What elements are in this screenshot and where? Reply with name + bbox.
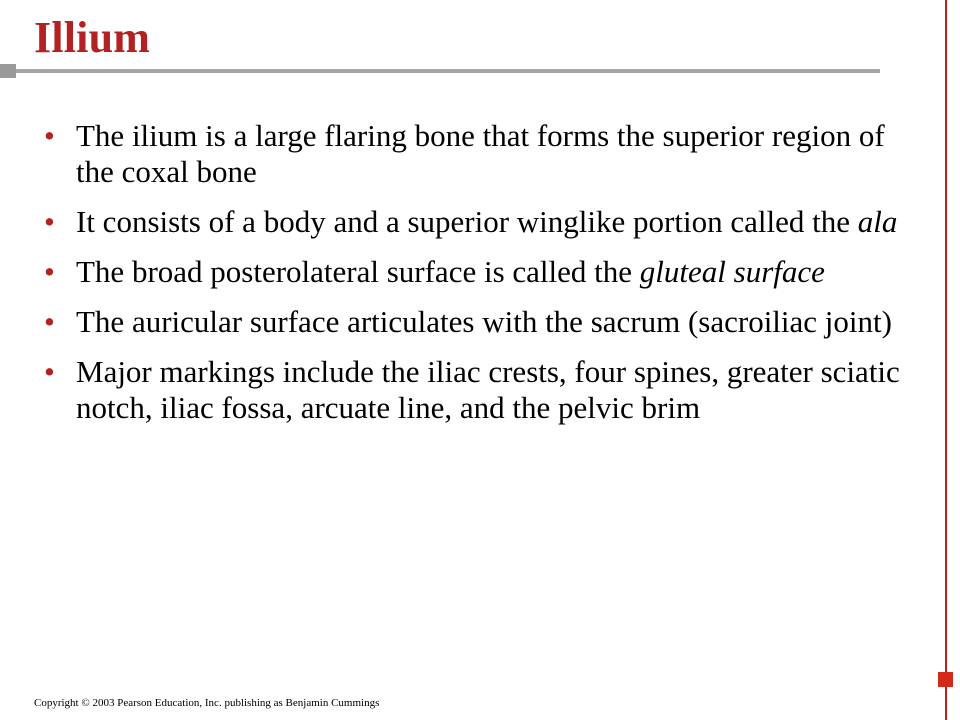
slide-title: Illium [34,13,151,62]
bullet-italic-term: gluteal surface [639,254,825,289]
bullet-item [36,204,916,240]
bullet-marker: • [44,118,55,153]
right-border-line [945,0,947,720]
bullet-marker: • [44,254,55,289]
bullet-text-segment: It consists of a body and a superior winglike portion called the [76,204,858,239]
bullet-text [76,204,897,239]
bullet-text [76,254,825,289]
bullet-marker: • [44,204,55,239]
bullet-item [36,118,916,190]
bullet-text-segment: The ilium is a large flaring bone that forms the superior region of the coxal bone [76,118,885,189]
corner-accent-square [938,672,953,687]
bullet-item [36,354,916,426]
title-rule-block [0,64,16,78]
bullet-text-segment: The broad posterolateral surface is called the [76,254,640,289]
bullet-list [36,118,916,440]
bullet-text [76,354,900,425]
bullet-text-segment: The auricular surface articulates with the sacrum (sacroiliac joint) [76,304,892,339]
bullet-item [36,304,916,340]
bullet-text-segment: Major markings include the iliac crests, four spines, greater sciatic notch, iliac fossa, arcuate line, and the pelvic brim [76,354,900,425]
bullet-marker: • [44,354,55,389]
title-underline [0,64,880,78]
bullet-marker: • [44,304,55,339]
bullet-text [76,118,885,189]
title-rule-line [16,69,880,73]
copyright-notice: Copyright © 2003 Pearson Education, Inc. publishing as Benjamin Cummings [34,697,380,709]
bullet-italic-term: ala [857,204,898,239]
bullet-item [36,254,916,290]
bullet-text [76,304,892,339]
